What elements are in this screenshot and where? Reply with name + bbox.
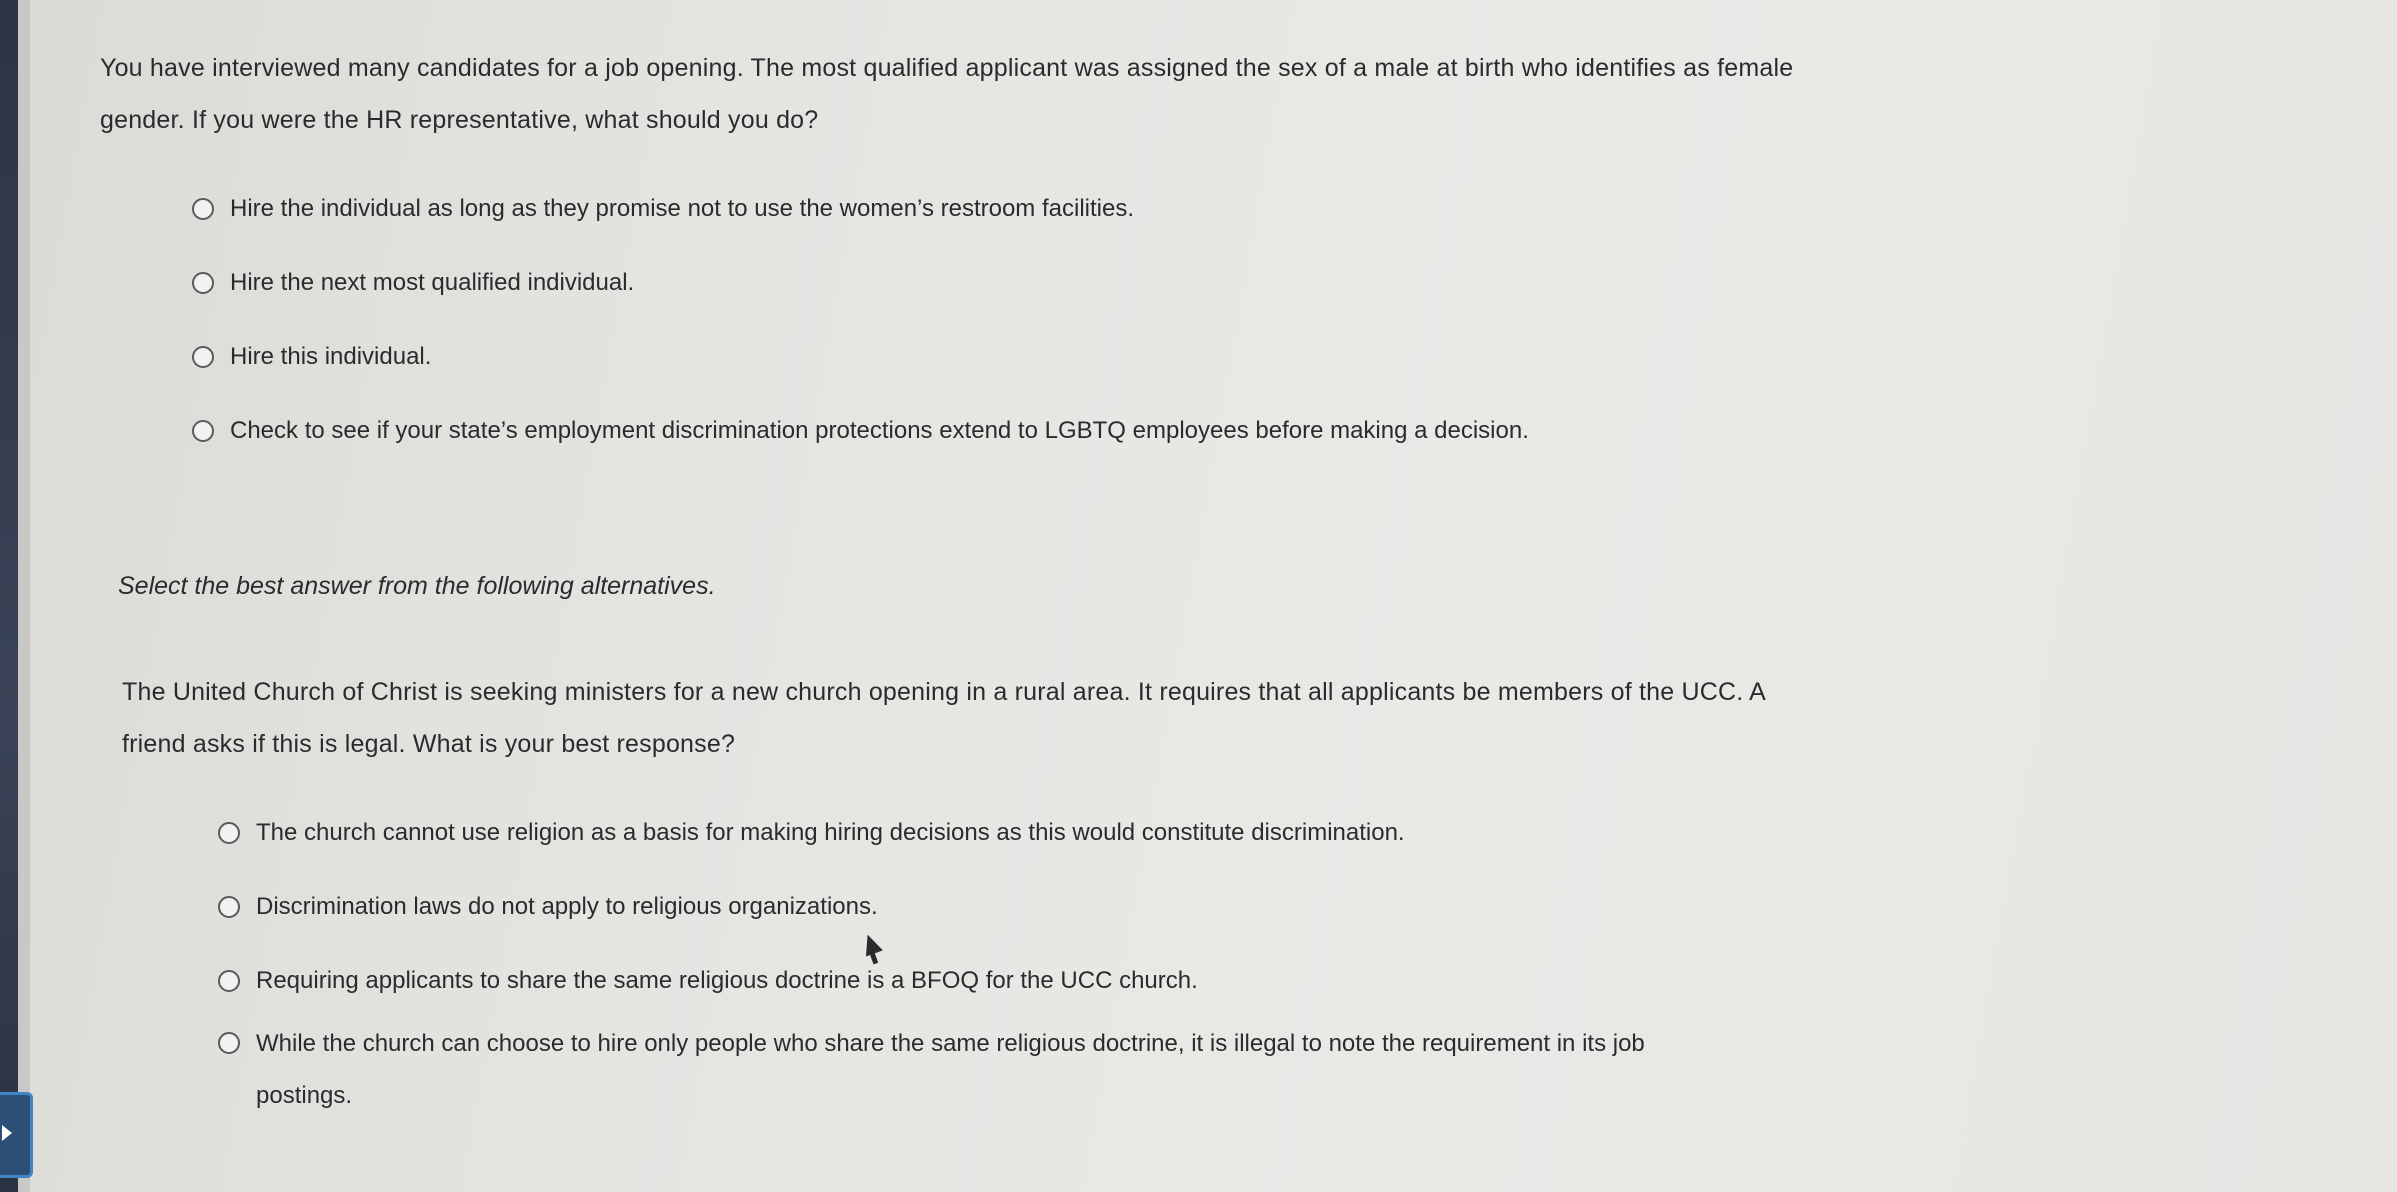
instruction-text: Select the best answer from the following alternatives. <box>118 572 716 600</box>
left-sidebar-edge <box>0 0 18 1192</box>
option-label: Hire this individual. <box>230 343 432 370</box>
question-2-text: The United Church of Christ is seeking ministers for a new church opening in a rural area. It requires that all applicants be members of the UCC. A friend asks if this is legal. What is your best response? <box>122 678 1767 758</box>
side-panel-toggle[interactable] <box>0 1092 33 1178</box>
question-2-options <box>218 796 2122 1122</box>
radio-button[interactable] <box>192 198 214 220</box>
question-2-option-2[interactable] <box>218 870 2122 944</box>
radio-button[interactable] <box>218 970 240 992</box>
option-label: Hire the individual as long as they promise not to use the women’s restroom facilities. <box>230 195 1134 222</box>
question-2-option-1[interactable] <box>218 796 2122 870</box>
radio-button[interactable] <box>218 1032 240 1054</box>
left-sidebar-shadow <box>18 0 30 1192</box>
radio-button[interactable] <box>218 896 240 918</box>
option-label: The church cannot use religion as a basis for making hiring decisions as this would constitute discrimination. <box>256 819 1405 846</box>
radio-button[interactable] <box>192 346 214 368</box>
option-label: Requiring applicants to share the same religious doctrine is a BFOQ for the UCC church. <box>256 967 1198 994</box>
option-label: Check to see if your state’s employment discrimination protections extend to LGBTQ employees before making a decision. <box>230 417 1529 444</box>
option-label: While the church can choose to hire only people who share the same religious doctrine, it is illegal to note the requirement in its job postings. <box>256 1030 1645 1109</box>
radio-button[interactable] <box>218 822 240 844</box>
question-1-text: You have interviewed many candidates for a job opening. The most qualified applicant was assigned the sex of a male at birth who identifies as female gender. If you were the HR representative, what should you do? <box>100 54 1794 134</box>
option-label: Discrimination laws do not apply to religious organizations. <box>256 893 878 920</box>
option-label: Hire the next most qualified individual. <box>230 269 635 296</box>
question-2 <box>122 666 2122 1122</box>
question-2-option-4[interactable] <box>218 1018 2122 1122</box>
radio-button[interactable] <box>192 272 214 294</box>
question-1-option-2[interactable] <box>192 246 2100 320</box>
question-1 <box>100 42 2100 468</box>
question-2-option-3[interactable] <box>218 944 2122 1018</box>
radio-button[interactable] <box>192 420 214 442</box>
question-1-option-4[interactable] <box>192 394 2100 468</box>
question-1-option-1[interactable] <box>192 172 2100 246</box>
question-1-options <box>192 172 2100 468</box>
question-1-option-3[interactable] <box>192 320 2100 394</box>
chevron-right-icon <box>2 1125 12 1141</box>
